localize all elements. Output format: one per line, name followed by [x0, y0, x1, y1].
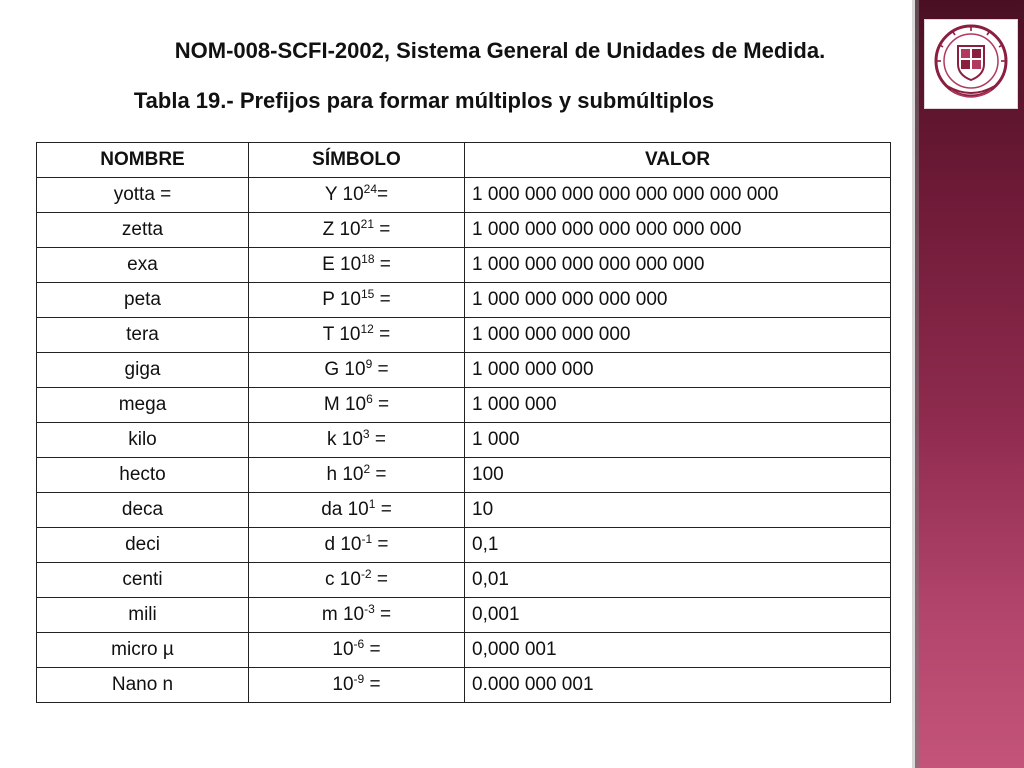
symbol-equals: =: [377, 184, 389, 205]
symbol-exponent: 1: [368, 497, 376, 511]
symbol-exponent: -2: [360, 567, 372, 581]
table-row: [37, 668, 891, 703]
symbol-base: 10: [332, 674, 354, 695]
table-header-row: [37, 143, 891, 178]
table-row: [37, 423, 891, 458]
symbol-exponent: 2: [363, 462, 371, 476]
prefix-name: yotta =: [37, 178, 249, 213]
symbol-equals: =: [372, 394, 390, 415]
table-row: [37, 458, 891, 493]
symbol-exponent: 12: [360, 322, 374, 336]
prefix-value: 1 000 000 000 000 000 000 000 000: [465, 178, 891, 213]
prefix-value: 0,001: [465, 598, 891, 633]
prefix-symbol: [249, 318, 465, 353]
symbol-equals: =: [372, 534, 389, 555]
symbol-exponent: 18: [361, 252, 375, 266]
symbol-exponent: -6: [353, 637, 365, 651]
prefix-value: 0.000 000 001: [465, 668, 891, 703]
table-row: [37, 598, 891, 633]
symbol-equals: =: [374, 254, 391, 275]
symbol-base: da 10: [321, 499, 369, 520]
prefix-name: kilo: [37, 423, 249, 458]
page-title: NOM-008-SCFI-2002, Sistema General de Unidades de Medida.: [174, 38, 826, 63]
symbol-exponent: 15: [361, 287, 375, 301]
prefix-name: giga: [37, 353, 249, 388]
prefix-value: 10: [465, 493, 891, 528]
symbol-base: k 10: [327, 429, 363, 450]
prefix-value: 0,1: [465, 528, 891, 563]
symbol-exponent: -3: [364, 602, 375, 616]
table-row: [37, 213, 891, 248]
prefix-symbol: [249, 178, 465, 213]
table-row: [37, 353, 891, 388]
prefix-symbol: [249, 563, 465, 598]
column-header-simbolo: SÍMBOLO: [249, 143, 465, 178]
symbol-exponent: 21: [360, 217, 374, 231]
symbol-equals: =: [372, 359, 389, 380]
prefix-value: 1 000 000: [465, 388, 891, 423]
symbol-equals: =: [371, 569, 388, 590]
symbol-base: T 10: [322, 324, 361, 345]
table-row: [37, 563, 891, 598]
symbol-base: G 10: [324, 359, 366, 380]
symbol-equals: =: [374, 289, 391, 310]
prefix-name: hecto: [37, 458, 249, 493]
prefix-name: deci: [37, 528, 249, 563]
symbol-base: c 10: [325, 569, 361, 590]
symbol-base: M 10: [323, 394, 367, 415]
prefix-name: peta: [37, 283, 249, 318]
symbol-equals: =: [369, 429, 386, 450]
prefix-name: mili: [37, 598, 249, 633]
prefix-value: 1 000: [465, 423, 891, 458]
symbol-base: P 10: [322, 289, 361, 310]
symbol-base: d 10: [324, 534, 362, 555]
prefix-symbol: [249, 458, 465, 493]
prefix-symbol: [249, 213, 465, 248]
prefix-symbol: [249, 283, 465, 318]
prefix-table: [36, 142, 891, 703]
institution-logo: [924, 19, 1018, 109]
prefix-value: 1 000 000 000 000: [465, 318, 891, 353]
symbol-equals: =: [374, 219, 391, 240]
symbol-base: h 10: [326, 464, 364, 485]
table-row: [37, 528, 891, 563]
symbol-exponent: -1: [361, 532, 373, 546]
table-row: [37, 633, 891, 668]
symbol-equals: =: [370, 464, 387, 485]
prefix-symbol: [249, 423, 465, 458]
column-header-nombre: NOMBRE: [37, 143, 249, 178]
prefix-symbol: [249, 598, 465, 633]
symbol-base: Y 10: [324, 184, 364, 205]
symbol-base: m 10: [321, 604, 365, 625]
prefix-symbol: [249, 353, 465, 388]
table-row: [37, 283, 891, 318]
prefix-symbol: [249, 633, 465, 668]
prefix-name: exa: [37, 248, 249, 283]
symbol-equals: =: [373, 324, 391, 345]
prefix-symbol: [249, 528, 465, 563]
symbol-exponent: 24: [363, 182, 377, 196]
prefix-value: 1 000 000 000 000 000 000: [465, 248, 891, 283]
table-row: [37, 318, 891, 353]
table-row: [37, 178, 891, 213]
prefix-name: centi: [37, 563, 249, 598]
prefix-name: Nano n: [37, 668, 249, 703]
prefix-value: 1 000 000 000: [465, 353, 891, 388]
table-row: [37, 388, 891, 423]
symbol-equals: =: [364, 639, 381, 660]
prefix-name: deca: [37, 493, 249, 528]
prefix-name: micro µ: [37, 633, 249, 668]
prefix-symbol: [249, 248, 465, 283]
prefix-name: mega: [37, 388, 249, 423]
symbol-exponent: 3: [362, 427, 370, 441]
symbol-exponent: -9: [353, 672, 365, 686]
column-header-valor: VALOR: [465, 143, 891, 178]
institutional-seal-icon: [925, 20, 1017, 108]
symbol-equals: =: [375, 499, 392, 520]
prefix-symbol: [249, 493, 465, 528]
symbol-exponent: 9: [365, 357, 373, 371]
table-row: [37, 248, 891, 283]
prefix-value: 100: [465, 458, 891, 493]
prefix-symbol: [249, 668, 465, 703]
symbol-equals: =: [364, 674, 381, 695]
symbol-base: Z 10: [322, 219, 361, 240]
prefix-value: 0,000 001: [465, 633, 891, 668]
prefix-name: zetta: [37, 213, 249, 248]
table-row: [37, 493, 891, 528]
prefix-name: tera: [37, 318, 249, 353]
symbol-equals: =: [374, 604, 392, 625]
band-edge-dark: [915, 0, 919, 768]
prefix-value: 1 000 000 000 000 000 000 000: [465, 213, 891, 248]
prefix-value: 1 000 000 000 000 000: [465, 283, 891, 318]
decorative-side-band: [912, 0, 1024, 768]
table-caption: Tabla 19.- Prefijos para formar múltiplos y submúltiplos: [133, 88, 715, 113]
prefix-symbol: [249, 388, 465, 423]
symbol-base: E 10: [322, 254, 362, 275]
prefix-value: 0,01: [465, 563, 891, 598]
symbol-base: 10: [332, 639, 354, 660]
symbol-exponent: 6: [366, 392, 373, 406]
